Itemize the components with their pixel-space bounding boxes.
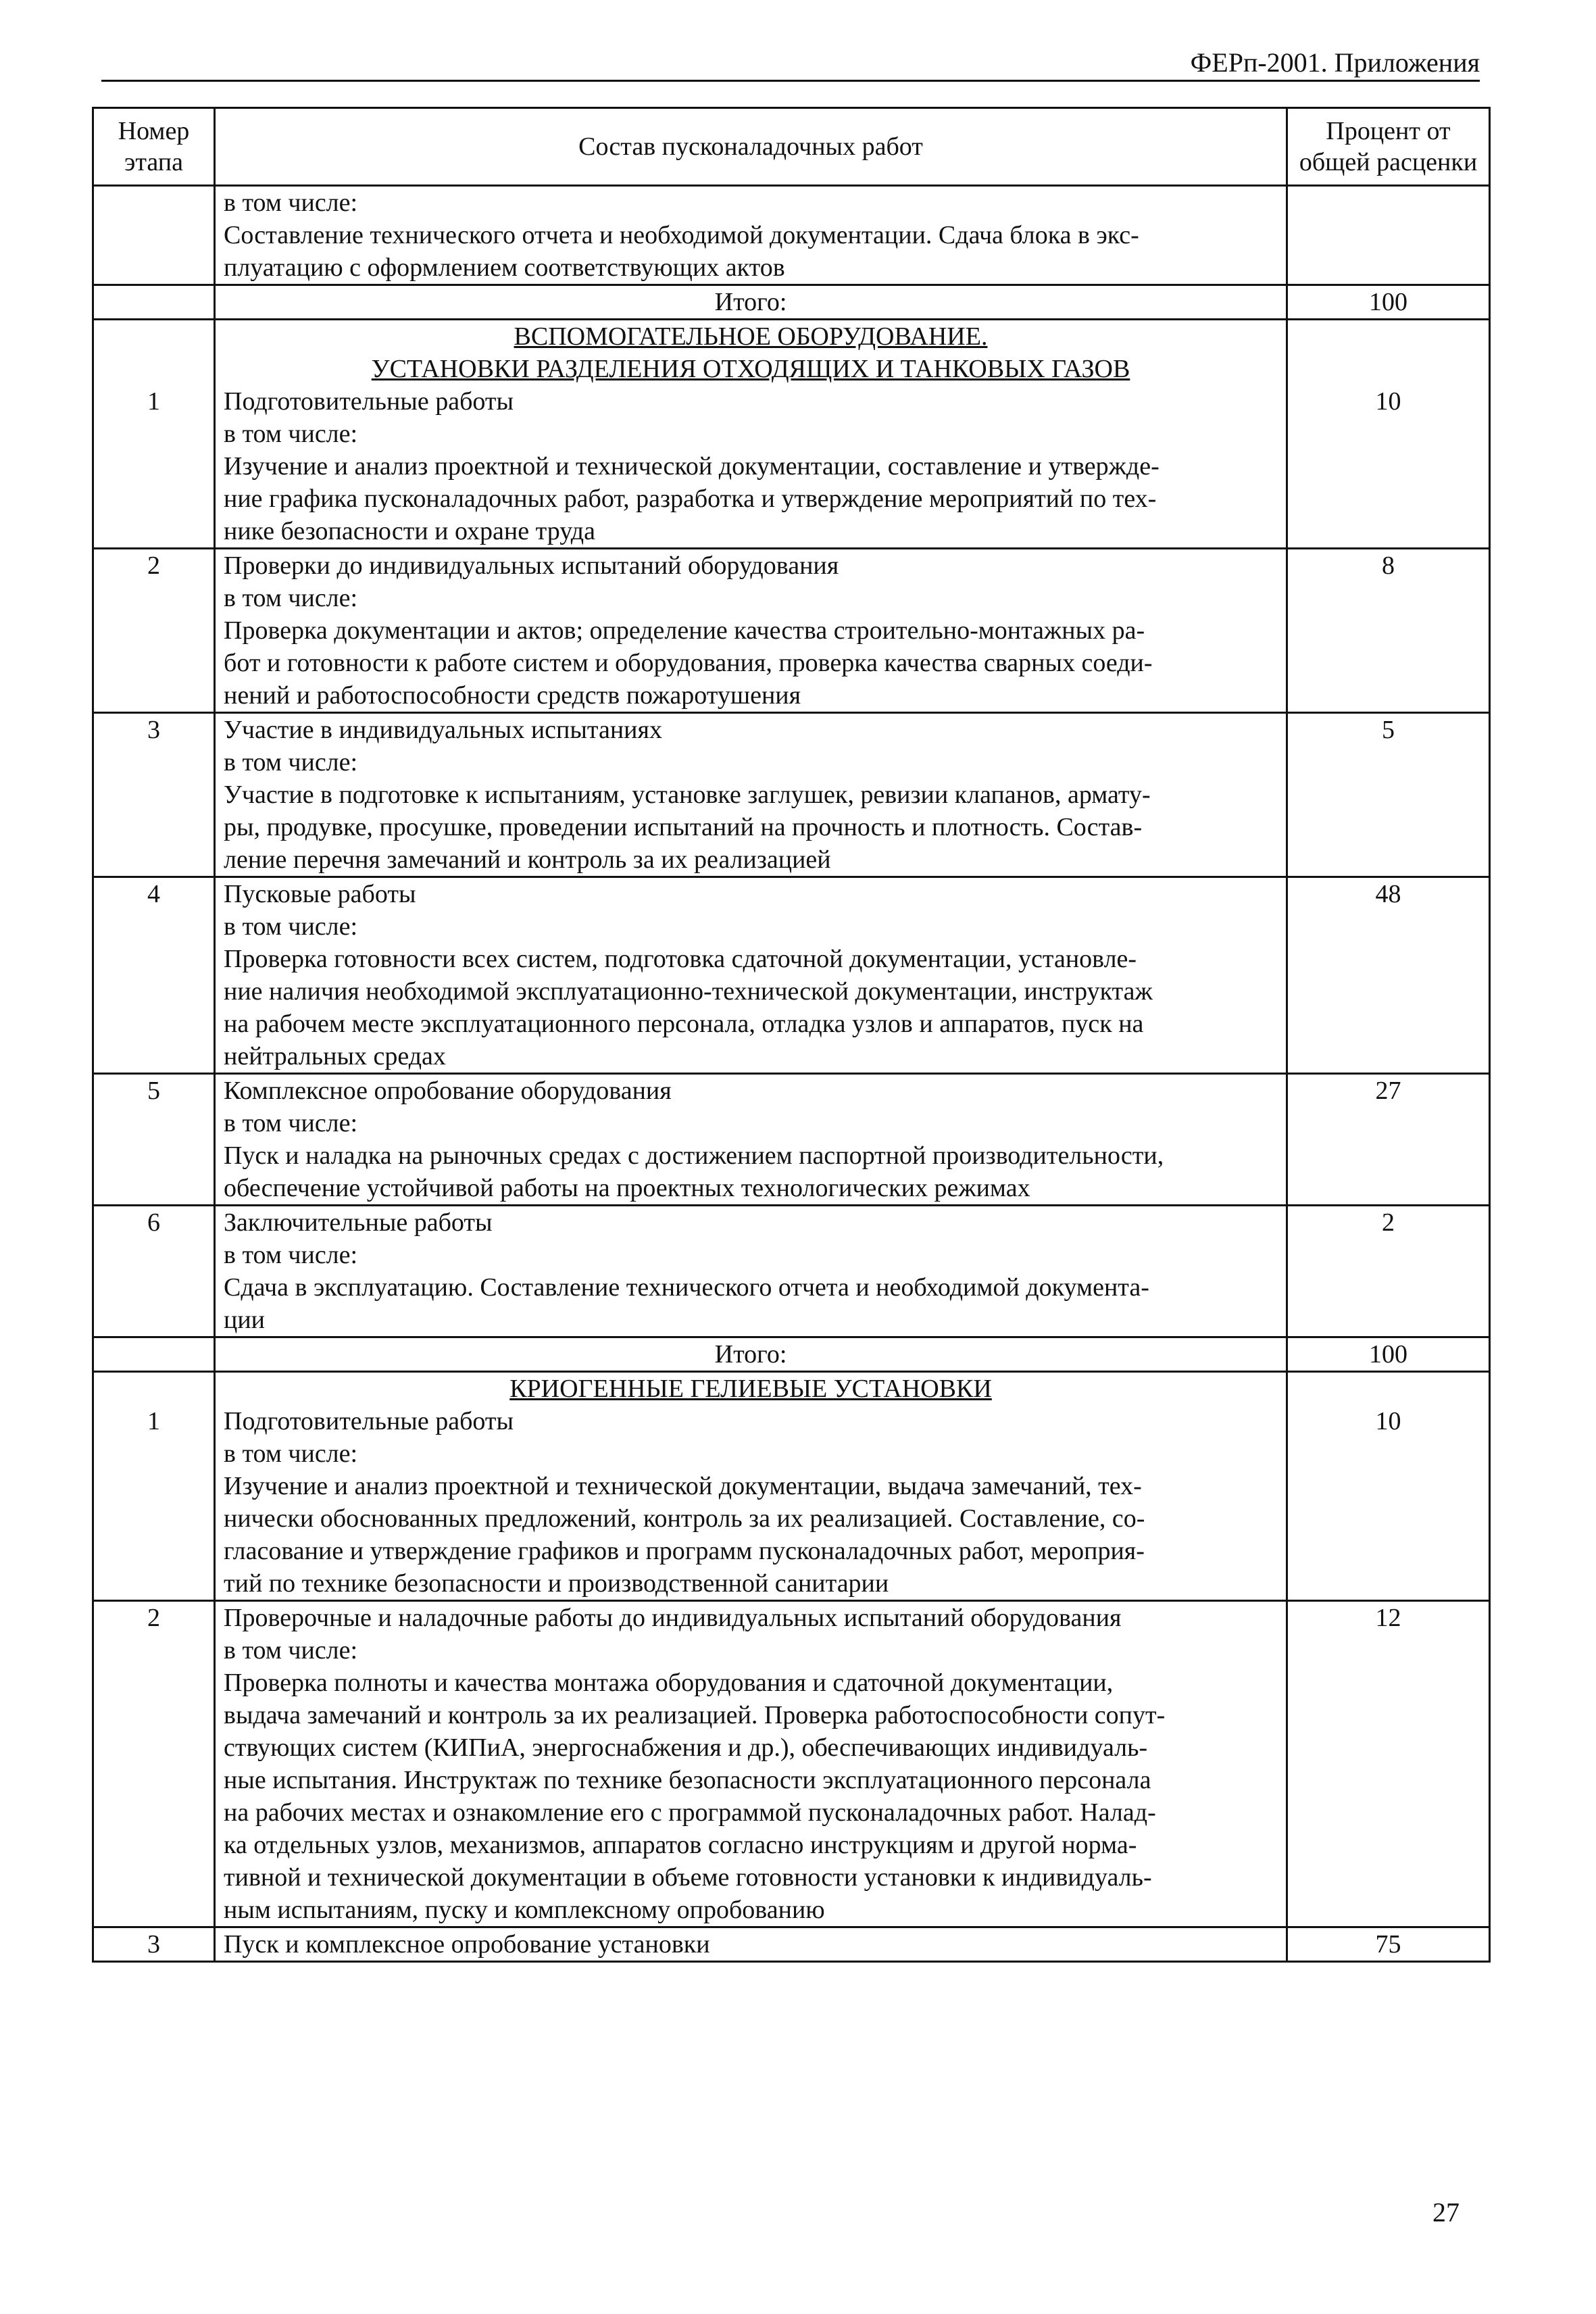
stage-number: 2: [93, 549, 215, 713]
stage-number: [93, 186, 215, 285]
stage-row: [93, 713, 1490, 877]
content-line: бот и готовности к работе систем и оборудования, проверка качества сварных соеди-: [224, 649, 1153, 677]
content-line: в том числе:: [224, 420, 358, 448]
content-line: в том числе:: [224, 1109, 358, 1137]
stage-row: [93, 320, 1490, 549]
page-number: 27: [1432, 2197, 1460, 2227]
content-line: на рабочем месте эксплуатационного персонала, отладка узлов и аппаратов, пуск на: [224, 1010, 1144, 1038]
stage-content: [215, 877, 1287, 1074]
running-head: ФЕРп-2001. Приложения: [101, 47, 1480, 82]
content-line: ление перечня замечаний и контроль за их реализацией: [224, 845, 831, 874]
content-line: в том числе:: [224, 748, 358, 777]
stage-row: [93, 1927, 1490, 1962]
content-line: тивной и технической документации в объеме готовности установки к индивидуаль-: [224, 1863, 1152, 1892]
stages-table: [92, 107, 1491, 1963]
content-line: Изучение и анализ проектной и технической документации, составление и утвержде-: [224, 452, 1159, 481]
content-line: нений и работоспособности средств пожаротушения: [224, 681, 801, 710]
stage-number: 6: [93, 1206, 215, 1337]
content-line: ры, продувке, просушке, проведении испытаний на прочность и плотность. Состав-: [224, 813, 1143, 841]
stage-percent: 75: [1287, 1927, 1490, 1962]
table-body: [93, 186, 1490, 1962]
content-line: в том числе:: [224, 1636, 358, 1665]
stage-row: [93, 1601, 1490, 1927]
content-line: Изучение и анализ проектной и технической документации, выдача замечаний, тех-: [224, 1472, 1142, 1500]
total-percent: 100: [1287, 285, 1490, 320]
header-percent: Процент от общей расценки: [1287, 108, 1490, 186]
stage-percent: 8: [1287, 549, 1490, 713]
section-heading: ВСПОМОГАТЕЛЬНОЕ ОБОРУДОВАНИЕ.: [514, 322, 988, 351]
header-stage-number: Номер этапа: [93, 108, 215, 186]
content-line: выдача замечаний и контроль за их реализацией. Проверка работоспособности сопут-: [224, 1701, 1166, 1729]
content-line: тий по технике безопасности и производственной санитарии: [224, 1569, 889, 1598]
content-line: Проверка документации и актов; определение качества строительно-монтажных ра-: [224, 616, 1145, 645]
content-line: Пуск и наладка на рыночных средах с достижением паспортной производительности,: [224, 1141, 1164, 1170]
total-label: Итого:: [215, 1337, 1287, 1372]
stage-number: 3: [93, 713, 215, 877]
content-line: в том числе:: [224, 189, 358, 217]
content-line: в том числе:: [224, 1439, 358, 1468]
content-line: ние графика пусконаладочных работ, разработка и утверждение мероприятий по тех-: [224, 485, 1157, 513]
stage-content: [215, 1206, 1287, 1337]
stage-content: [215, 713, 1287, 877]
stage-content: [215, 320, 1287, 549]
content-line: Комплексное опробование оборудования: [224, 1077, 672, 1105]
total-empty-cell: [93, 285, 215, 320]
stage-content: [215, 1074, 1287, 1206]
stage-content: [215, 1372, 1287, 1601]
content-line: Проверка готовности всех систем, подготовка сдаточной документации, установле-: [224, 945, 1137, 973]
total-percent: 100: [1287, 1337, 1490, 1372]
stage-percent: 10: [1287, 1372, 1490, 1601]
stage-number: 4: [93, 877, 215, 1074]
content-line: нике безопасности и охране труда: [224, 517, 595, 545]
header-work-content: Состав пусконаладочных работ: [215, 108, 1287, 186]
stage-row: [93, 1206, 1490, 1337]
content-line: ние наличия необходимой эксплуатационно-технической документации, инструктаж: [224, 977, 1153, 1006]
stage-content: [215, 1601, 1287, 1927]
content-line: ные испытания. Инструктаж по технике безопасности эксплуатационного персонала: [224, 1766, 1151, 1794]
content-line: плуатацию с оформлением соответствующих актов: [224, 253, 785, 282]
table-header-row: [93, 108, 1490, 186]
stage-content: [215, 186, 1287, 285]
stage-number: 2: [93, 1601, 215, 1927]
stage-percent: 2: [1287, 1206, 1490, 1337]
stage-content: [215, 549, 1287, 713]
content-line: Заключительные работы: [224, 1208, 493, 1237]
content-line: гласование и утверждение графиков и программ пусконаладочных работ, мероприя-: [224, 1537, 1145, 1565]
total-row: [93, 285, 1490, 320]
content-line: Пуск и комплексное опробование установки: [224, 1930, 710, 1959]
content-line: в том числе:: [224, 1241, 358, 1269]
content-line: Сдача в эксплуатацию. Составление технического отчета и необходимой документа-: [224, 1273, 1149, 1302]
total-label: Итого:: [215, 285, 1287, 320]
stage-percent: 5: [1287, 713, 1490, 877]
stage-percent: 27: [1287, 1074, 1490, 1206]
stage-number: 1: [93, 320, 215, 549]
total-empty-cell: [93, 1337, 215, 1372]
content-line: на рабочих местах и ознакомление его с программой пусконаладочных работ. Налад-: [224, 1798, 1156, 1827]
stage-number: 5: [93, 1074, 215, 1206]
content-line: в том числе:: [224, 912, 358, 941]
stage-content: [215, 1927, 1287, 1962]
stage-percent: 48: [1287, 877, 1490, 1074]
stage-percent: [1287, 186, 1490, 285]
content-line: Участие в подготовке к испытаниям, установке заглушек, ревизии клапанов, армату-: [224, 781, 1151, 809]
stage-number: 3: [93, 1927, 215, 1962]
stage-row: [93, 1074, 1490, 1206]
content-line: в том числе:: [224, 584, 358, 612]
content-line: обеспечение устойчивой работы на проектных технологических режимах: [224, 1174, 1030, 1202]
content-line: ным испытаниям, пуску и комплексному опробованию: [224, 1896, 825, 1924]
content-line: ции: [224, 1306, 266, 1334]
content-line: ка отдельных узлов, механизмов, аппаратов согласно инструкциям и другой норма-: [224, 1831, 1137, 1859]
content-line: ствующих систем (КИПиА, энергоснабжения и др.), обеспечивающих индивидуаль-: [224, 1733, 1148, 1762]
content-line: Подготовительные работы: [224, 1407, 514, 1435]
stage-percent: 12: [1287, 1601, 1490, 1927]
content-line: нейтральных средах: [224, 1042, 446, 1070]
stage-percent: 10: [1287, 320, 1490, 549]
content-line: Проверка полноты и качества монтажа оборудования и сдаточной документации,: [224, 1669, 1114, 1697]
content-line: Проверки до индивидуальных испытаний оборудования: [224, 551, 839, 580]
content-line: Составление технического отчета и необходимой документации. Сдача блока в экс-: [224, 221, 1139, 249]
stage-row: [93, 1372, 1490, 1601]
stage-number: 1: [93, 1372, 215, 1601]
content-line: Участие в индивидуальных испытаниях: [224, 716, 662, 744]
content-line: Проверочные и наладочные работы до индивидуальных испытаний оборудования: [224, 1604, 1122, 1632]
stage-row: [93, 549, 1490, 713]
section-heading: КРИОГЕННЫЕ ГЕЛИЕВЫЕ УСТАНОВКИ: [509, 1375, 992, 1403]
content-line: Пусковые работы: [224, 880, 416, 908]
content-line: Подготовительные работы: [224, 387, 514, 416]
stage-row: [93, 186, 1490, 285]
total-row: [93, 1337, 1490, 1372]
stage-row: [93, 877, 1490, 1074]
content-line: нически обоснованных предложений, контроль за их реализацией. Составление, со-: [224, 1504, 1145, 1533]
section-heading: УСТАНОВКИ РАЗДЕЛЕНИЯ ОТХОДЯЩИХ И ТАНКОВЫХ ГАЗОВ: [371, 355, 1130, 383]
